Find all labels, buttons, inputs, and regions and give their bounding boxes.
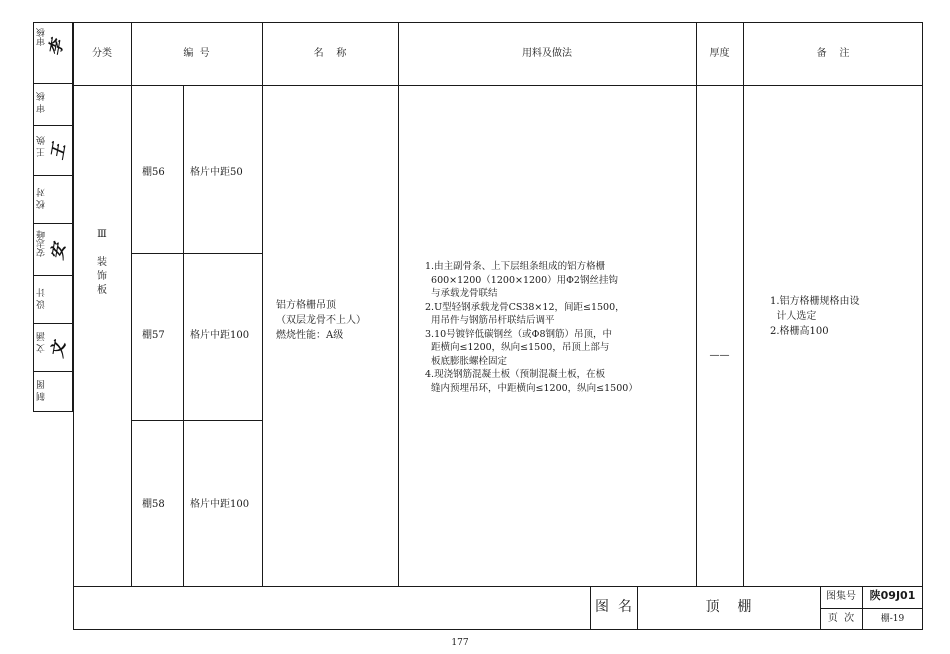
col-line [743,22,744,586]
signature-mark: 文 [47,340,69,360]
remarks-value: 1.铝方格栅规格由设 计人选定 2.格栅高100 [770,296,860,337]
col-line [183,86,184,586]
row-desc: 格片中距100 [190,499,250,510]
col-line [262,22,263,586]
signoff-cell-8 [33,372,73,412]
body-bottom-line [73,586,923,587]
signoff-cell-5 [33,224,73,276]
header-name: 名 称 [313,48,347,59]
signature-mark: 王 [47,142,69,162]
title-line [820,608,923,609]
row-desc: 格片中距50 [190,167,243,178]
signoff-label: 安志峰 [37,230,47,257]
signoff-label: 王 焕 [37,136,47,157]
signoff-label: 审核 [37,28,47,46]
col-line [696,22,697,586]
header-materials: 用料及做法 [522,48,572,59]
row-line [131,420,262,421]
signoff-cell-4 [33,176,73,224]
page-number: 177 [451,638,469,648]
signoff-label: 制 图 [37,380,47,401]
header-code: 编 号 [183,48,210,59]
thickness-value: —— [709,350,730,361]
row-code: 棚58 [142,499,165,510]
drawing-name: 顶 棚 [705,599,752,615]
signoff-cell-7 [33,324,73,372]
header-divider [73,85,923,86]
signoff-cell-1 [33,22,73,84]
signoff-label: 设 计 [37,288,47,309]
page-label: 页 次 [827,613,855,624]
signature-mark: 安 [47,242,69,262]
signoff-cell-2 [33,84,73,126]
header-thickness: 厚度 [709,48,730,59]
col-line [398,22,399,586]
signoff-label: 校 对 [37,188,47,209]
signature-mark: 李 [45,38,67,58]
header-remarks: 备 注 [816,48,850,59]
signoff-label: 文 涵 [37,332,47,353]
row-code: 棚56 [142,167,165,178]
drawing-name-label: 图 名 [595,599,632,615]
signoff-cell-6 [33,276,73,324]
materials-value: 1.由主副骨条、上下层组条组成的铝方格栅 600×1200（1200×1200）用Φ2钢丝挂钩 与承载龙骨联结 2.U型轻钢承载龙骨CS38×12，间距≤1500， 用吊件与钢筋吊杆联结后调平 3.10号镀锌低碳钢丝（或Φ8钢筋）吊顶，中 距横向≤1200，纵向≤1500，吊顶上部与 板底膨胀螺栓固定 4.现浇钢筋混凝土板（预制混凝土板，在板 缝内预埋吊环，中距横向≤1200，纵向≤1500） [425,261,638,394]
atlas-label: 图集号 [826,591,856,602]
signoff-label: 审 核 [37,92,47,113]
row-desc: 格片中距100 [190,330,250,341]
col-line [131,22,132,586]
name-value: 铝方格栅吊顶 （双层龙骨不上人） 燃烧性能：A级 [276,300,366,341]
row-code: 棚57 [142,330,165,341]
page-value: 棚-19 [880,614,905,624]
category-value: Ⅲ 装 饰 板 [97,229,107,296]
signoff-cell-3 [33,126,73,176]
header-category: 分类 [92,48,112,59]
atlas-value: 陕09J01 [869,589,916,602]
row-line [131,253,262,254]
